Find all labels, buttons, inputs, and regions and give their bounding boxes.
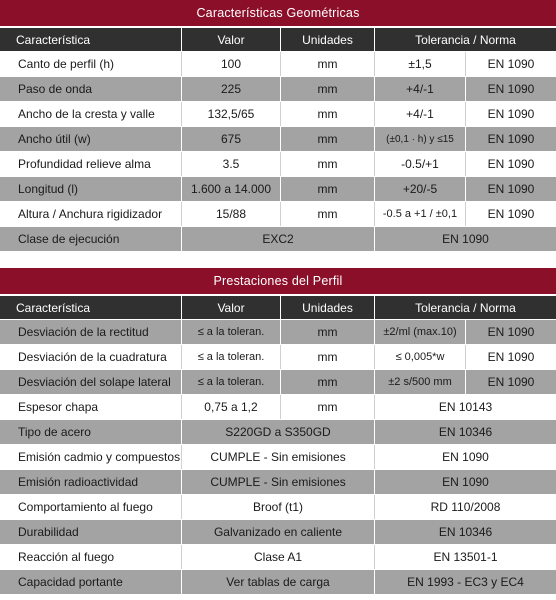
cell-characteristic: Altura / Anchura rigidizador <box>0 202 182 226</box>
table-row <box>0 202 556 227</box>
table-geometric <box>0 28 556 252</box>
header-characteristic: Característica <box>0 296 182 319</box>
table-row <box>0 395 556 420</box>
table-row <box>0 445 556 470</box>
cell-characteristic: Longitud (l) <box>0 177 182 201</box>
header-characteristic: Característica <box>0 28 182 51</box>
cell-norm: EN 10346 <box>438 425 493 439</box>
cell-units: mm <box>281 102 375 126</box>
cell-norm: EN 13501-1 <box>433 550 498 564</box>
cell-value: 225 <box>182 77 281 101</box>
cell-tolerance: ±2/ml (max.10) <box>375 320 466 344</box>
cell-value: CUMPLE - Sin emisiones <box>182 445 375 469</box>
cell-norm: EN 1090 <box>442 450 489 464</box>
section-title-text: Prestaciones del Perfil <box>213 274 343 288</box>
cell-norm: EN 1090 <box>487 375 535 389</box>
cell-value: ≤ a la toleran. <box>182 320 281 344</box>
cell-value: 3.5 <box>182 152 281 176</box>
cell-norm: EN 1090 <box>487 132 535 146</box>
cell-characteristic: Emisión cadmio y compuestos <box>0 445 182 469</box>
cell-norm: EN 1993 - EC3 y EC4 <box>407 575 524 589</box>
cell-characteristic: Capacidad portante <box>0 570 182 594</box>
cell-value: ≤ a la toleran. <box>182 345 281 369</box>
cell-units: mm <box>281 77 375 101</box>
cell-value: 1.600 a 14.000 <box>182 177 281 201</box>
table-row <box>0 320 556 345</box>
cell-characteristic: Comportamiento al fuego <box>0 495 182 519</box>
cell-value: 15/88 <box>182 202 281 226</box>
cell-tolerance: ≤ 0,005*w <box>375 345 466 369</box>
cell-characteristic: Reacción al fuego <box>0 545 182 569</box>
table-row <box>0 52 556 77</box>
cell-value: S220GD a S350GD <box>182 420 375 444</box>
cell-tolerance: +4/-1 <box>375 77 466 101</box>
cell-characteristic: Espesor chapa <box>0 395 182 419</box>
cell-tolerance: -0.5 a +1 / ±0,1 <box>375 202 466 226</box>
cell-norm: EN 1090 <box>487 350 535 364</box>
cell-norm: EN 1090 <box>487 82 535 96</box>
cell-units: mm <box>281 395 375 419</box>
table-row <box>0 127 556 152</box>
cell-units: mm <box>281 202 375 226</box>
cell-characteristic: Paso de onda <box>0 77 182 101</box>
table-row <box>0 420 556 445</box>
cell-value: Galvanizado en caliente <box>182 520 375 544</box>
section-title-geometric <box>0 0 556 26</box>
table-row <box>0 102 556 127</box>
cell-value: CUMPLE - Sin emisiones <box>182 470 375 494</box>
section-title-performance <box>0 268 556 294</box>
cell-norm: EN 1090 <box>487 207 535 221</box>
cell-tolerance: -0.5/+1 <box>375 152 466 176</box>
table-row <box>0 77 556 102</box>
cell-tolerance: ±2 s/500 mm <box>375 370 466 394</box>
cell-norm: EN 1090 <box>442 475 489 489</box>
table-header <box>0 296 556 320</box>
table-row <box>0 470 556 495</box>
cell-value: EXC2 <box>182 227 375 251</box>
cell-norm: EN 10346 <box>438 525 493 539</box>
table-row <box>0 227 556 252</box>
cell-units: mm <box>281 127 375 151</box>
cell-value: 132,5/65 <box>182 102 281 126</box>
cell-value: ≤ a la toleran. <box>182 370 281 394</box>
cell-norm: EN 1090 <box>487 157 535 171</box>
cell-norm: RD 110/2008 <box>430 500 501 514</box>
section-title-text: Características Geométricas <box>196 6 360 20</box>
header-tolerance: Tolerancia / Norma <box>415 32 516 47</box>
cell-characteristic: Desviación de la cuadratura <box>0 345 182 369</box>
cell-units: mm <box>281 370 375 394</box>
table-header <box>0 28 556 52</box>
cell-norm: EN 1090 <box>442 232 489 246</box>
table-row <box>0 570 556 595</box>
cell-norm: EN 10143 <box>438 400 493 414</box>
table-row <box>0 520 556 545</box>
header-units: Unidades <box>281 28 375 51</box>
cell-value: 100 <box>182 52 281 76</box>
cell-tolerance: +20/-5 <box>375 177 466 201</box>
table-performance <box>0 296 556 595</box>
cell-characteristic: Emisión radioactividad <box>0 470 182 494</box>
cell-tolerance: ±1,5 <box>375 52 466 76</box>
cell-value: Broof (t1) <box>182 495 375 519</box>
cell-value: Ver tablas de carga <box>182 570 375 594</box>
table-row <box>0 370 556 395</box>
table-row <box>0 545 556 570</box>
cell-norm: EN 1090 <box>487 182 535 196</box>
header-units: Unidades <box>281 296 375 319</box>
cell-characteristic: Tipo de acero <box>0 420 182 444</box>
cell-characteristic: Ancho de la cresta y valle <box>0 102 182 126</box>
cell-norm: EN 1090 <box>487 107 535 121</box>
cell-tolerance: +4/-1 <box>375 102 466 126</box>
cell-value: 0,75 a 1,2 <box>182 395 281 419</box>
cell-tolerance: (±0,1 · h) y ≤15 <box>375 127 466 151</box>
cell-units: mm <box>281 152 375 176</box>
cell-units: mm <box>281 52 375 76</box>
header-value: Valor <box>182 296 281 319</box>
header-tolerance: Tolerancia / Norma <box>415 300 516 315</box>
cell-characteristic: Durabilidad <box>0 520 182 544</box>
cell-units: mm <box>281 177 375 201</box>
table-row <box>0 495 556 520</box>
table-row <box>0 177 556 202</box>
cell-units: mm <box>281 345 375 369</box>
cell-norm: EN 1090 <box>487 325 535 339</box>
cell-value: Clase A1 <box>182 545 375 569</box>
cell-characteristic: Clase de ejecución <box>0 227 182 251</box>
cell-value: 675 <box>182 127 281 151</box>
cell-characteristic: Desviación de la rectitud <box>0 320 182 344</box>
cell-characteristic: Desviación del solape lateral <box>0 370 182 394</box>
cell-characteristic: Canto de perfil (h) <box>0 52 182 76</box>
cell-characteristic: Profundidad relieve alma <box>0 152 182 176</box>
table-row <box>0 152 556 177</box>
cell-norm: EN 1090 <box>487 57 535 71</box>
table-row <box>0 345 556 370</box>
cell-units: mm <box>281 320 375 344</box>
header-value: Valor <box>182 28 281 51</box>
cell-characteristic: Ancho útil (w) <box>0 127 182 151</box>
